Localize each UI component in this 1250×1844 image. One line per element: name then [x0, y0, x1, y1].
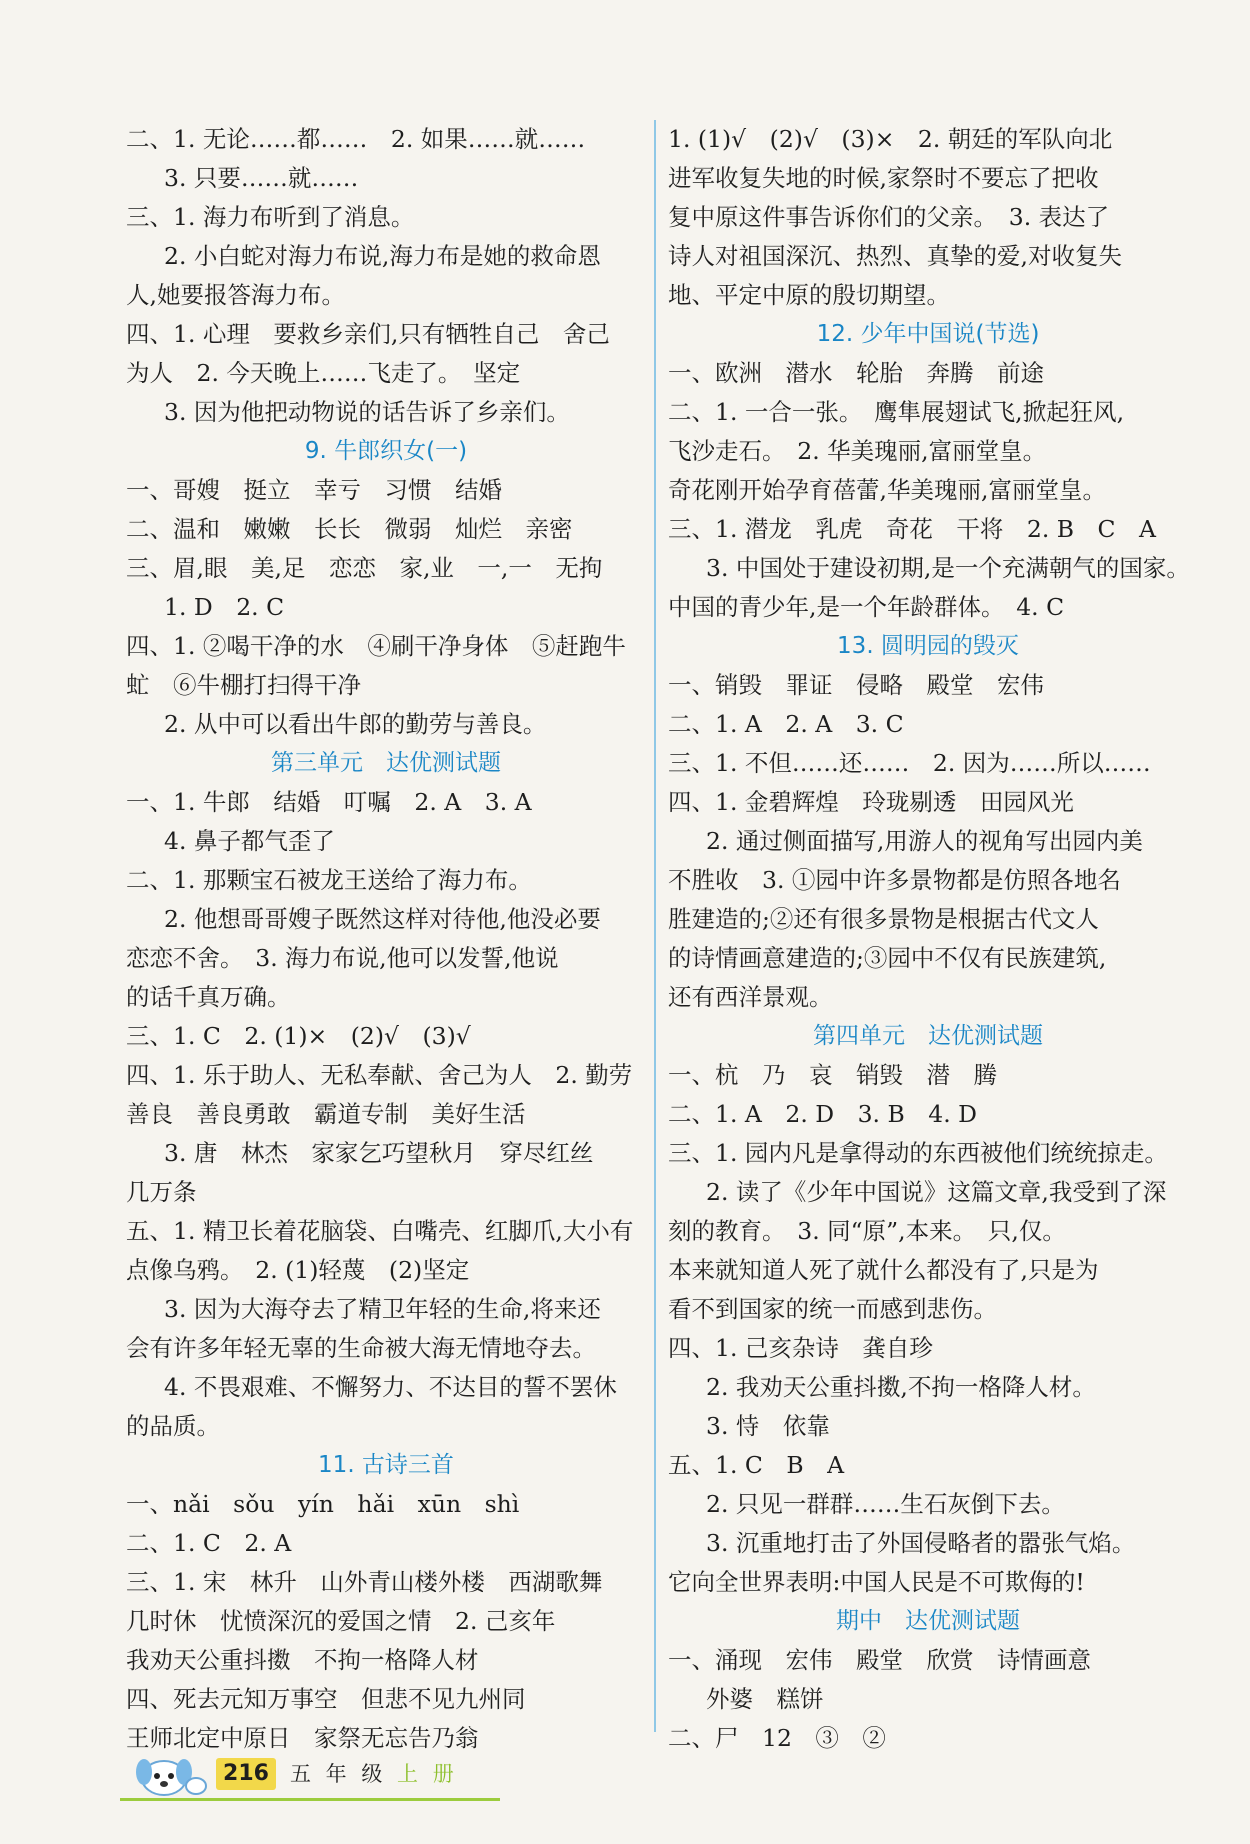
answer-line: 的品质。: [126, 1412, 220, 1440]
section-heading: 第三单元 达优测试题: [271, 750, 501, 776]
answer-line: 三、1. C 2. (1)× (2)√ (3)√: [126, 1022, 471, 1050]
answer-line: 几万条: [126, 1178, 197, 1206]
answer-line: 二、1. 无论……都…… 2. 如果……就……: [126, 125, 586, 153]
answer-line: 五、1. 精卫长着花脑袋、白嘴壳、红脚爪,大小有: [126, 1217, 634, 1245]
answer-line: 3. 沉重地打击了外国侵略者的嚣张气焰。: [706, 1529, 1136, 1557]
answer-line: 地、平定中原的殷切期望。: [668, 281, 950, 309]
answer-line: 的诗情画意建造的;③园中不仅有民族建筑,: [668, 944, 1107, 972]
answer-line: 它向全世界表明:中国人民是不可欺侮的!: [668, 1568, 1085, 1596]
answer-line: 2. 我劝天公重抖擞,不拘一格降人材。: [706, 1373, 1096, 1401]
answer-line: 1. (1)√ (2)√ (3)× 2. 朝廷的军队向北: [668, 125, 1113, 153]
answer-line: 为人 2. 今天晚上……飞走了。 坚定: [126, 359, 521, 387]
answer-line: 1. D 2. C: [164, 593, 285, 621]
answer-line: 二、1. A 2. D 3. B 4. D: [668, 1100, 977, 1128]
page-number: 216: [216, 1758, 276, 1790]
answer-line: 王师北定中原日 家祭无忘告乃翁: [126, 1724, 479, 1752]
answer-line: 人,她要报答海力布。: [126, 281, 345, 309]
answer-line: 2. 小白蛇对海力布说,海力布是她的救命恩: [164, 242, 601, 270]
answer-line: 2. 只见一群群……生石灰倒下去。: [706, 1490, 1065, 1518]
answer-line: 诗人对祖国深沉、热烈、真挚的爱,对收复失: [668, 242, 1122, 270]
answer-line: 二、温和 嫩嫩 长长 微弱 灿烂 亲密: [126, 515, 573, 543]
answer-line: 2. 他想哥哥嫂子既然这样对待他,他没必要: [164, 905, 601, 933]
answer-line: 奇花刚开始孕育蓓蕾,华美瑰丽,富丽堂皇。: [668, 476, 1106, 504]
answer-line: 复中原这件事告诉你们的父亲。 3. 表达了: [668, 203, 1110, 231]
answer-line: 二、尸 12 ③ ②: [668, 1724, 886, 1752]
answer-line: 3. 因为他把动物说的话告诉了乡亲们。: [164, 398, 570, 426]
answer-line: 4. 不畏艰难、不懈努力、不达目的誓不罢休: [164, 1373, 617, 1401]
section-heading: 第四单元 达优测试题: [813, 1023, 1043, 1049]
answer-line: 2. 读了《少年中国说》这篇文章,我受到了深: [706, 1178, 1167, 1206]
answer-line: 四、1. 心理 要救乡亲们,只有牺牲自己 舍己: [126, 320, 610, 348]
answer-line: 三、1. 宋 林升 山外青山楼外楼 西湖歌舞: [126, 1568, 603, 1596]
answer-line: 四、死去元知万事空 但悲不见九州同: [126, 1685, 526, 1713]
answer-line: 不胜收 3. ①园中许多景物都是仿照各地名: [668, 866, 1121, 894]
answer-line: 一、欧洲 潜水 轮胎 奔腾 前途: [668, 359, 1044, 387]
answer-line: 三、1. 潜龙 乳虎 奇花 干将 2. B C A: [668, 515, 1157, 543]
answer-line: 四、1. 金碧辉煌 玲珑剔透 田园风光: [668, 788, 1074, 816]
section-heading: 期中 达优测试题: [836, 1608, 1020, 1634]
answer-line: 飞沙走石。 2. 华美瑰丽,富丽堂皇。: [668, 437, 1047, 465]
answer-line: 3. 恃 依靠: [706, 1412, 830, 1440]
answer-line: 进军收复失地的时候,家祭时不要忘了把收: [668, 164, 1099, 192]
page-footer: [120, 1748, 500, 1808]
column-divider: [654, 120, 656, 1732]
answer-line: 三、1. 园内凡是拿得动的东西被他们统统掠走。: [668, 1139, 1168, 1167]
footer-rule: [120, 1798, 500, 1801]
answer-line: 中国的青少年,是一个年龄群体。 4. C: [668, 593, 1065, 621]
answer-line: 五、1. C B A: [668, 1451, 845, 1479]
answer-line: 一、nǎi sǒu yín hǎi xūn shì: [126, 1490, 520, 1518]
answer-line: 还有西洋景观。: [668, 983, 833, 1011]
right-column: [668, 120, 1188, 1758]
answer-line: 三、1. 海力布听到了消息。: [126, 203, 415, 231]
answer-line: 点像乌鸦。 2. (1)轻蔑 (2)坚定: [126, 1256, 470, 1284]
left-column: [126, 120, 646, 1758]
answer-line: 4. 鼻子都气歪了: [164, 827, 335, 855]
answer-line: 二、1. 那颗宝石被龙王送给了海力布。: [126, 866, 532, 894]
grade-text: 五 年 级: [290, 1762, 387, 1786]
answer-line: 四、1. 己亥杂诗 龚自珍: [668, 1334, 933, 1362]
answer-line: 2. 通过侧面描写,用游人的视角写出园内美: [706, 827, 1143, 855]
answer-line: 2. 从中可以看出牛郎的勤劳与善良。: [164, 710, 547, 738]
answer-line: 一、销毁 罪证 侵略 殿堂 宏伟: [668, 671, 1044, 699]
answer-line: 一、1. 牛郎 结婚 叮嘱 2. A 3. A: [126, 788, 532, 816]
answer-line: 一、涌现 宏伟 殿堂 欣赏 诗情画意: [668, 1646, 1091, 1674]
answer-line: 二、1. 一合一张。 鹰隼展翅试飞,掀起狂风,: [668, 398, 1125, 426]
grade-label: [290, 1758, 458, 1790]
answer-line: 看不到国家的统一而感到悲伤。: [668, 1295, 997, 1323]
answer-line: 三、眉,眼 美,足 恋恋 家,业 一,一 无拘: [126, 554, 603, 582]
answer-line: 的话千真万确。: [126, 983, 291, 1011]
answer-line: 虻 ⑥牛棚打扫得干净: [126, 671, 361, 699]
answer-line: 几时休 忧愤深沉的爱国之情 2. 己亥年: [126, 1607, 556, 1635]
puppy-mascot-icon: [130, 1750, 210, 1798]
answer-line: 3. 只要……就……: [164, 164, 359, 192]
answer-line: 三、1. 不但……还…… 2. 因为……所以……: [668, 749, 1151, 777]
section-heading: 13. 圆明园的毁灭: [837, 633, 1019, 659]
answer-line: 本来就知道人死了就什么都没有了,只是为: [668, 1256, 1099, 1284]
answer-line: 四、1. ②喝干净的水 ④刷干净身体 ⑤赶跑牛: [126, 632, 626, 660]
answer-line: 一、哥嫂 挺立 幸亏 习惯 结婚: [126, 476, 502, 504]
section-heading: 9. 牛郎织女(一): [304, 438, 468, 464]
answer-line: 外婆 糕饼: [706, 1685, 824, 1713]
answer-line: 恋恋不舍。 3. 海力布说,他可以发誓,他说: [126, 944, 559, 972]
answer-line: 善良 善良勇敢 霸道专制 美好生活: [126, 1100, 526, 1128]
answer-line: 我劝天公重抖擞 不拘一格降人材: [126, 1646, 479, 1674]
answer-line: 3. 因为大海夺去了精卫年轻的生命,将来还: [164, 1295, 601, 1323]
answer-line: 3. 中国处于建设初期,是一个充满朝气的国家。: [706, 554, 1190, 582]
section-heading: 11. 古诗三首: [318, 1452, 454, 1478]
volume-text: 上 册: [397, 1762, 458, 1786]
section-heading: 12. 少年中国说(节选): [816, 321, 1040, 347]
answer-line: 四、1. 乐于助人、无私奉献、舍己为人 2. 勤劳: [126, 1061, 633, 1089]
answer-line: 3. 唐 林杰 家家乞巧望秋月 穿尽红丝: [164, 1139, 594, 1167]
answer-line: 会有许多年轻无辜的生命被大海无情地夺去。: [126, 1334, 596, 1362]
answer-line: 二、1. A 2. A 3. C: [668, 710, 904, 738]
answer-line: 一、杭 乃 哀 销毁 潜 腾: [668, 1061, 997, 1089]
answer-line: 胜建造的;②还有很多景物是根据古代文人: [668, 905, 1099, 933]
answer-line: 刻的教育。 3. 同“原”,本来。 只,仅。: [668, 1217, 1066, 1245]
answer-line: 二、1. C 2. A: [126, 1529, 292, 1557]
